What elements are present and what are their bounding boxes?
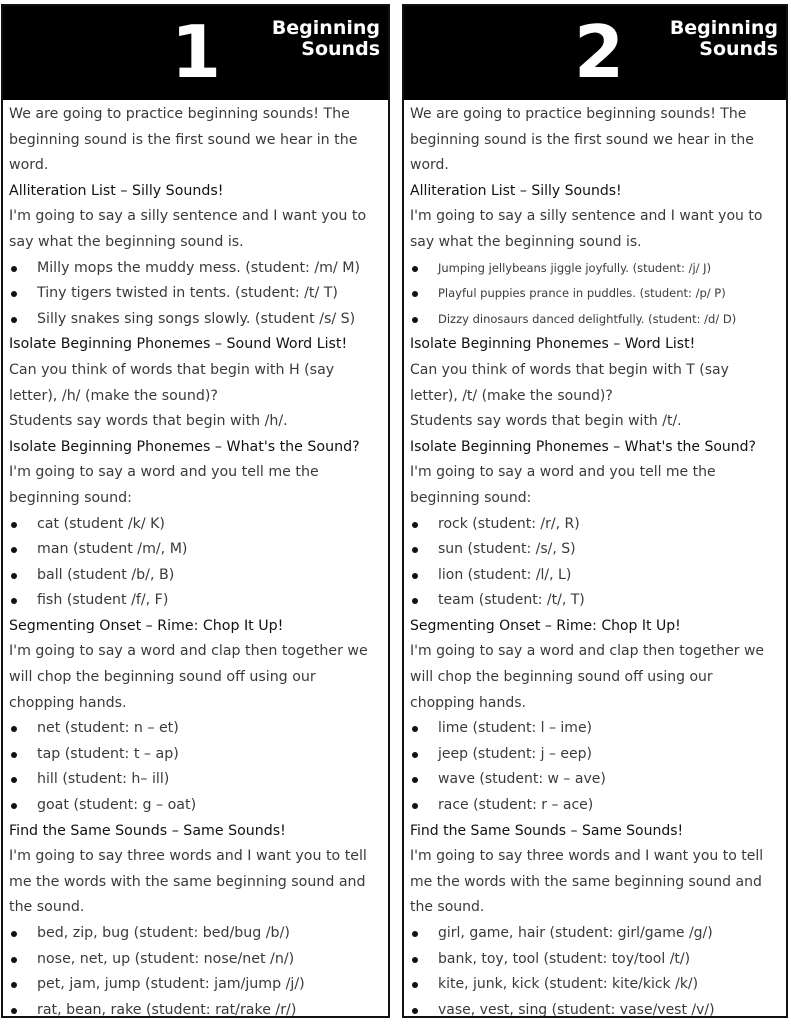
intro-text: We are going to practice beginning sounds! The beginning sound is the first sound we hear in the word. (410, 106, 754, 174)
list-item: ball (student /b/, B) (9, 563, 382, 589)
list-item: race (student: r – ace) (410, 793, 780, 819)
chop-instructions: I'm going to say a word and clap then together we will chop the beginning sound off using our chopping hands. (9, 643, 368, 711)
section-title-chop-it-up: Segmenting Onset – Rime: Chop It Up! (9, 617, 284, 634)
word-list-note: Students say words that begin with /t/. (410, 413, 682, 430)
whats-the-sound-instructions: I'm going to say a word and you tell me the beginning sound: (410, 464, 716, 506)
list-item: wave (student: w – ave) (410, 767, 780, 793)
word-list-instructions: Can you think of words that begin with H (say letter), /h/ (make the sound)? (9, 361, 335, 404)
list-item: pet, jam, jump (student: jam/jump /j/) (9, 972, 382, 998)
card-header-title: Beginning Sounds (669, 17, 778, 60)
list-item: goat (student: g – oat) (9, 793, 382, 819)
chop-list (410, 716, 780, 818)
chop-instructions: I'm going to say a word and clap then together we will chop the beginning sound off using our chopping hands. (410, 643, 765, 711)
list-item: sun (student: /s/, S) (410, 537, 780, 563)
list-item: jeep (student: j – eep) (410, 742, 780, 768)
card-2 (402, 4, 788, 1018)
list-item: nose, net, up (student: nose/net /n/) (9, 947, 382, 973)
section-title-same-sounds: Find the Same Sounds – Same Sounds! (410, 822, 684, 839)
card-header-title: Beginning Sounds (271, 17, 380, 60)
list-item: bank, toy, tool (student: toy/tool /t/) (410, 947, 780, 973)
card-1 (1, 4, 390, 1018)
list-item: fish (student /f/, F) (9, 588, 382, 614)
list-item: bed, zip, bug (student: bed/bug /b/) (9, 921, 382, 947)
list-item: Milly mops the muddy mess. (student: /m/ M) (9, 256, 382, 282)
list-item: Jumping jellybeans jiggle joyfully. (student: /j/ J) (410, 256, 780, 282)
section-title-whats-the-sound: Isolate Beginning Phonemes – What's the Sound? (9, 438, 360, 455)
list-item: Playful puppies prance in puddles. (student: /p/ P) (410, 281, 780, 307)
list-item: kite, junk, kick (student: kite/kick /k/) (410, 972, 780, 998)
list-item: girl, game, hair (student: girl/game /g/) (410, 921, 780, 947)
list-item: Silly snakes sing songs slowly. (student /s/ S) (9, 307, 382, 333)
same-sounds-list (9, 921, 382, 1018)
alliteration-instructions: I'm going to say a silly sentence and I want you to say what the beginning sound is. (410, 208, 763, 250)
card-header (3, 6, 388, 100)
list-item: vase, vest, sing (student: vase/vest /v/) (410, 998, 780, 1018)
section-title-same-sounds: Find the Same Sounds – Same Sounds! (9, 822, 286, 839)
word-list-note: Students say words that begin with /h/. (9, 413, 288, 430)
section-title-alliteration: Alliteration List – Silly Sounds! (410, 182, 622, 199)
section-title-chop-it-up: Segmenting Onset – Rime: Chop It Up! (410, 617, 681, 634)
chop-list (9, 716, 382, 818)
card-body (404, 100, 786, 1018)
card-number: 2 (574, 10, 625, 94)
card-number: 1 (171, 10, 222, 94)
list-item: man (student /m/, M) (9, 537, 382, 563)
list-item: team (student: /t/, T) (410, 588, 780, 614)
same-sounds-instructions: I'm going to say three words and I want you to tell me the words with the same beginning sound and the sound. (410, 848, 764, 916)
list-item: net (student: n – et) (9, 716, 382, 742)
whats-the-sound-list (9, 512, 382, 614)
card-body (3, 100, 388, 1018)
alliteration-list (410, 256, 780, 333)
alliteration-instructions: I'm going to say a silly sentence and I want you to say what the beginning sound is. (9, 208, 367, 250)
card-header (404, 6, 786, 100)
whats-the-sound-list (410, 512, 780, 614)
intro-text: We are going to practice beginning sounds! The beginning sound is the first sound we hear in the word. (9, 106, 358, 174)
section-title-whats-the-sound: Isolate Beginning Phonemes – What's the Sound? (410, 438, 756, 455)
list-item: lion (student: /l/, L) (410, 563, 780, 589)
same-sounds-instructions: I'm going to say three words and I want you to tell me the words with the same beginning sound and the sound. (9, 848, 367, 916)
whats-the-sound-instructions: I'm going to say a word and you tell me the beginning sound: (9, 464, 319, 506)
list-item: tap (student: t – ap) (9, 742, 382, 768)
section-title-word-list: Isolate Beginning Phonemes – Sound Word List! (9, 336, 348, 353)
list-item: cat (student /k/ K) (9, 512, 382, 538)
list-item: rat, bean, rake (student: rat/rake /r/) (9, 998, 382, 1018)
list-item: Dizzy dinosaurs danced delightfully. (student: /d/ D) (410, 307, 780, 333)
list-item: rock (student: /r/, R) (410, 512, 780, 538)
list-item: lime (student: l – ime) (410, 716, 780, 742)
list-item: Tiny tigers twisted in tents. (student: /t/ T) (9, 281, 382, 307)
word-list-instructions: Can you think of words that begin with T (say letter), /t/ (make the sound)? (410, 361, 729, 404)
list-item: hill (student: h– ill) (9, 767, 382, 793)
section-title-alliteration: Alliteration List – Silly Sounds! (9, 182, 224, 199)
section-title-word-list: Isolate Beginning Phonemes – Word List! (410, 336, 696, 353)
alliteration-list (9, 256, 382, 333)
same-sounds-list (410, 921, 780, 1018)
